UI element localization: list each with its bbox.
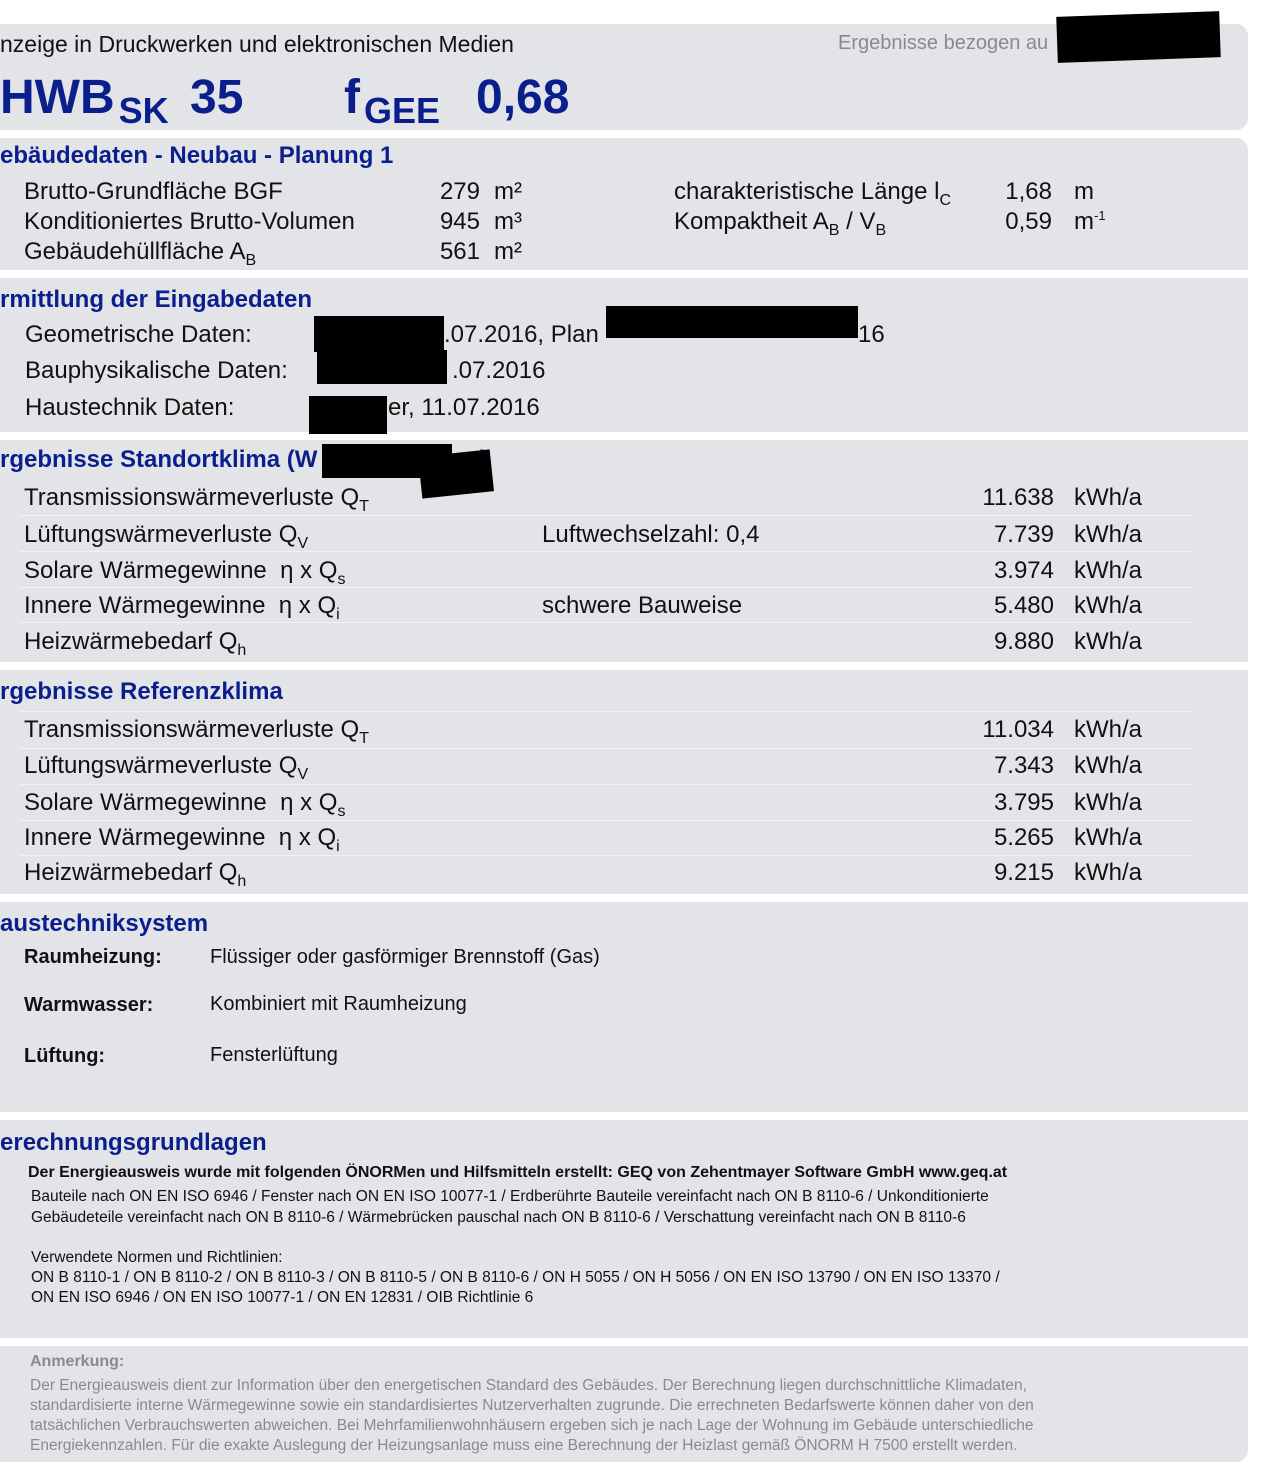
ref-solar-value: 3.795 xyxy=(993,789,1054,816)
ref-internal-label xyxy=(24,824,340,855)
st-internal-label xyxy=(24,592,340,623)
st-ventilation-label xyxy=(24,521,309,552)
berechnung-components-2: Gebäudeteile vereinfacht nach ON B 8110-6 / Wärmebrücken pauschal nach ON B 8110-6 / Verschattung vereinfacht nach ON B 8110-6 xyxy=(31,1209,966,1226)
referenzklima-title: rgebnisse Referenzklima xyxy=(0,678,283,705)
geometric-data-label: Geometrische Daten: xyxy=(25,321,252,348)
ref-transmission-sub: T xyxy=(359,730,369,747)
anmerkung-line-1: Der Energieausweis dient zur Information über den energetischen Standard des Gebäudes. Der Berechnung liegen durchschnittliche Klimadaten, xyxy=(30,1377,1027,1394)
ref-transmission-label xyxy=(24,716,369,747)
bgf-label: Brutto-Grundfläche BGF xyxy=(24,178,283,205)
st-solar-unit: kWh/a xyxy=(1074,557,1143,584)
redaction-physics-name xyxy=(317,350,447,384)
st-transmission-label xyxy=(24,484,369,515)
envelope-label xyxy=(24,238,257,269)
redaction-geometric-name xyxy=(314,316,444,352)
st-internal-text: Innere Wärmegewinne η x Q xyxy=(24,592,337,619)
hwb-value: 35 xyxy=(190,71,244,124)
compactness-mid: / V xyxy=(839,208,876,235)
ref-transmission-text: Transmissionswärmeverluste Q xyxy=(24,716,360,743)
bgf-unit: m² xyxy=(494,178,522,205)
st-heating-value: 9.880 xyxy=(993,628,1054,655)
fgee-subscript: GEE xyxy=(363,90,441,131)
anmerkung-title: Anmerkung: xyxy=(30,1353,125,1370)
compactness-value: 0,59 xyxy=(1005,208,1052,235)
bgf-value: 279 xyxy=(439,178,480,205)
berechnung-norms-heading: Verwendete Normen und Richtlinien: xyxy=(31,1249,283,1266)
envelope-unit: m² xyxy=(494,238,522,265)
hot-water-label: Warmwasser: xyxy=(24,994,154,1016)
anmerkung-line-2: standardisierte interne Wärmegewinne sowie ein standardisiertes Nutzerverhalten zugrunde. Die errechneten Bedarfswerte können daher von den xyxy=(30,1397,1034,1414)
char-length-sub: C xyxy=(939,192,952,209)
gebaeudedaten-title: ebäudedaten - Neubau - Planung 1 xyxy=(0,142,394,169)
ref-internal-sub: i xyxy=(336,838,340,855)
ref-ventilation-sub: V xyxy=(297,766,309,783)
st-solar-sub: s xyxy=(337,571,346,588)
st-ventilation-note: Luftwechselzahl: 0,4 xyxy=(542,521,760,548)
physics-data-value: .07.2016 xyxy=(452,357,546,384)
st-solar-value: 3.974 xyxy=(993,557,1054,584)
ref-internal-value: 5.265 xyxy=(993,824,1054,851)
compactness-unit xyxy=(1074,208,1106,236)
berechnung-components-1: Bauteile nach ON EN ISO 6946 / Fenster nach ON EN ISO 10077-1 / Erdberührte Bauteile vereinfacht nach ON B 8110-6 / Unkonditionierte xyxy=(31,1188,989,1205)
ref-heating-sub: h xyxy=(237,873,247,890)
ref-heating-label xyxy=(24,859,247,890)
ref-transmission-value: 11.034 xyxy=(982,716,1054,743)
redaction-hvac-name xyxy=(309,396,387,434)
ref-ventilation-label xyxy=(24,752,309,783)
envelope-label-text: Gebäudehüllfläche A xyxy=(24,238,246,265)
st-ventilation-sub: V xyxy=(297,535,309,552)
divider xyxy=(20,711,1192,712)
anmerkung-line-3: tatsächlichen Verbrauchswerten abweichen. Bei Mehrfamilienwohnhäusern ergeben sich je nach Lage der Wohnung im Gebäude unterschiedliche xyxy=(30,1417,1034,1434)
divider xyxy=(20,515,1192,516)
hot-water-value: Kombiniert mit Raumheizung xyxy=(210,993,467,1015)
geometric-data-value: .07.2016, Plan xyxy=(444,321,599,348)
divider xyxy=(20,748,1192,749)
divider xyxy=(20,587,1192,588)
ref-solar-sub: s xyxy=(337,803,346,820)
st-transmission-value: 11.638 xyxy=(982,484,1054,511)
volume-value: 945 xyxy=(439,208,480,235)
st-heating-unit: kWh/a xyxy=(1074,628,1143,655)
volume-unit: m³ xyxy=(494,208,522,235)
room-heating-value: Flüssiger oder gasförmiger Brennstoff (Gas) xyxy=(210,946,600,968)
haustechnik-title: austechniksystem xyxy=(0,910,209,937)
eingabedaten-title: rmittlung der Eingabedaten xyxy=(0,286,313,313)
ref-heating-unit: kWh/a xyxy=(1074,859,1143,886)
st-heating-text: Heizwärmebedarf Q xyxy=(24,628,238,655)
st-transmission-unit: kWh/a xyxy=(1074,484,1143,511)
hvac-data-label: Haustechnik Daten: xyxy=(25,394,235,421)
redaction-geometric-plan xyxy=(606,306,858,338)
compactness-unit-sup: -1 xyxy=(1094,208,1106,223)
volume-label: Konditioniertes Brutto-Volumen xyxy=(24,208,355,235)
compactness-sub2: B xyxy=(875,222,887,239)
divider xyxy=(20,784,1192,785)
ref-ventilation-unit: kWh/a xyxy=(1074,752,1143,779)
ventilation-value: Fensterlüftung xyxy=(210,1044,338,1066)
st-transmission-text: Transmissionswärmeverluste Q xyxy=(24,484,360,511)
st-solar-text: Solare Wärmegewinne η x Q xyxy=(24,557,338,584)
compactness-label xyxy=(674,208,887,239)
ref-ventilation-text: Lüftungswärmeverluste Q xyxy=(24,752,298,779)
anmerkung-line-4: Energiekennzahlen. Für die exakte Auslegung der Heizungsanlage muss eine Berechnung der Heizlast gemäß ÖNORM H 7500 erstellt werden. xyxy=(30,1437,1018,1454)
physics-data-label: Bauphysikalische Daten: xyxy=(25,357,288,384)
results-reference: Ergebnisse bezogen au xyxy=(838,32,1049,54)
char-length-unit: m xyxy=(1074,178,1094,205)
berechnung-title: erechnungsgrundlagen xyxy=(0,1129,267,1156)
berechnung-norms-1: ON B 8110-1 / ON B 8110-2 / ON B 8110-3 / ON B 8110-5 / ON B 8110-6 / ON H 5055 / ON H 5056 / ON EN ISO 13790 / ON EN ISO 13370 / xyxy=(31,1269,1000,1286)
hwb-indicator xyxy=(0,70,169,131)
header-subtitle: nzeige in Druckwerken und elektronischen Medien xyxy=(0,31,514,57)
compactness-unit-base: m xyxy=(1074,208,1094,235)
ventilation-label: Lüftung: xyxy=(24,1045,106,1067)
divider xyxy=(20,855,1192,856)
redaction-header xyxy=(1056,11,1221,63)
ref-heating-value: 9.215 xyxy=(993,859,1054,886)
ref-solar-text: Solare Wärmegewinne η x Q xyxy=(24,789,338,816)
st-ventilation-value: 7.739 xyxy=(993,521,1054,548)
st-solar-label xyxy=(24,557,346,588)
compactness-sub: B xyxy=(828,222,840,239)
fgee-indicator xyxy=(344,70,441,131)
st-ventilation-text: Lüftungswärmeverluste Q xyxy=(24,521,298,548)
st-internal-sub: i xyxy=(336,606,340,623)
char-length-label xyxy=(674,178,952,209)
berechnung-intro: Der Energieausweis wurde mit folgenden ÖNORMen und Hilfsmitteln erstellt: GEQ von Zehentmayer Software GmbH www.geq.at xyxy=(28,1164,1008,1181)
compactness-text: Kompaktheit A xyxy=(674,208,829,235)
hwb-subscript: SK xyxy=(118,90,169,131)
fgee-label: f xyxy=(344,71,360,124)
char-length-value: 1,68 xyxy=(1005,178,1052,205)
ref-internal-text: Innere Wärmegewinne η x Q xyxy=(24,824,337,851)
st-internal-value: 5.480 xyxy=(993,592,1054,619)
ref-solar-label xyxy=(24,789,346,820)
ref-transmission-unit: kWh/a xyxy=(1074,716,1143,743)
st-transmission-sub: T xyxy=(359,498,369,515)
hwb-label: HWB xyxy=(0,71,115,124)
redaction-standort-2 xyxy=(418,449,494,498)
st-heating-label xyxy=(24,628,247,659)
st-internal-note: schwere Bauweise xyxy=(542,592,743,619)
standortklima-title-a: rgebnisse Standortklima (W xyxy=(0,446,318,473)
ref-internal-unit: kWh/a xyxy=(1074,824,1143,851)
geometric-data-value-tail: 16 xyxy=(858,321,885,348)
char-length-text: charakteristische Länge l xyxy=(674,178,940,205)
st-heating-sub: h xyxy=(237,642,247,659)
berechnung-norms-2: ON EN ISO 6946 / ON EN ISO 10077-1 / ON EN 12831 / OIB Richtlinie 6 xyxy=(31,1289,534,1306)
fgee-value: 0,68 xyxy=(476,71,570,124)
hvac-data-value: er, 11.07.2016 xyxy=(388,394,540,421)
envelope-label-sub: B xyxy=(245,252,257,269)
divider xyxy=(20,551,1192,552)
st-internal-unit: kWh/a xyxy=(1074,592,1143,619)
ref-heating-text: Heizwärmebedarf Q xyxy=(24,859,238,886)
divider xyxy=(20,622,1192,623)
st-ventilation-unit: kWh/a xyxy=(1074,521,1143,548)
divider xyxy=(20,820,1192,821)
envelope-value: 561 xyxy=(439,238,480,265)
room-heating-label: Raumheizung: xyxy=(24,946,162,968)
ref-solar-unit: kWh/a xyxy=(1074,789,1143,816)
ref-ventilation-value: 7.343 xyxy=(993,752,1054,779)
